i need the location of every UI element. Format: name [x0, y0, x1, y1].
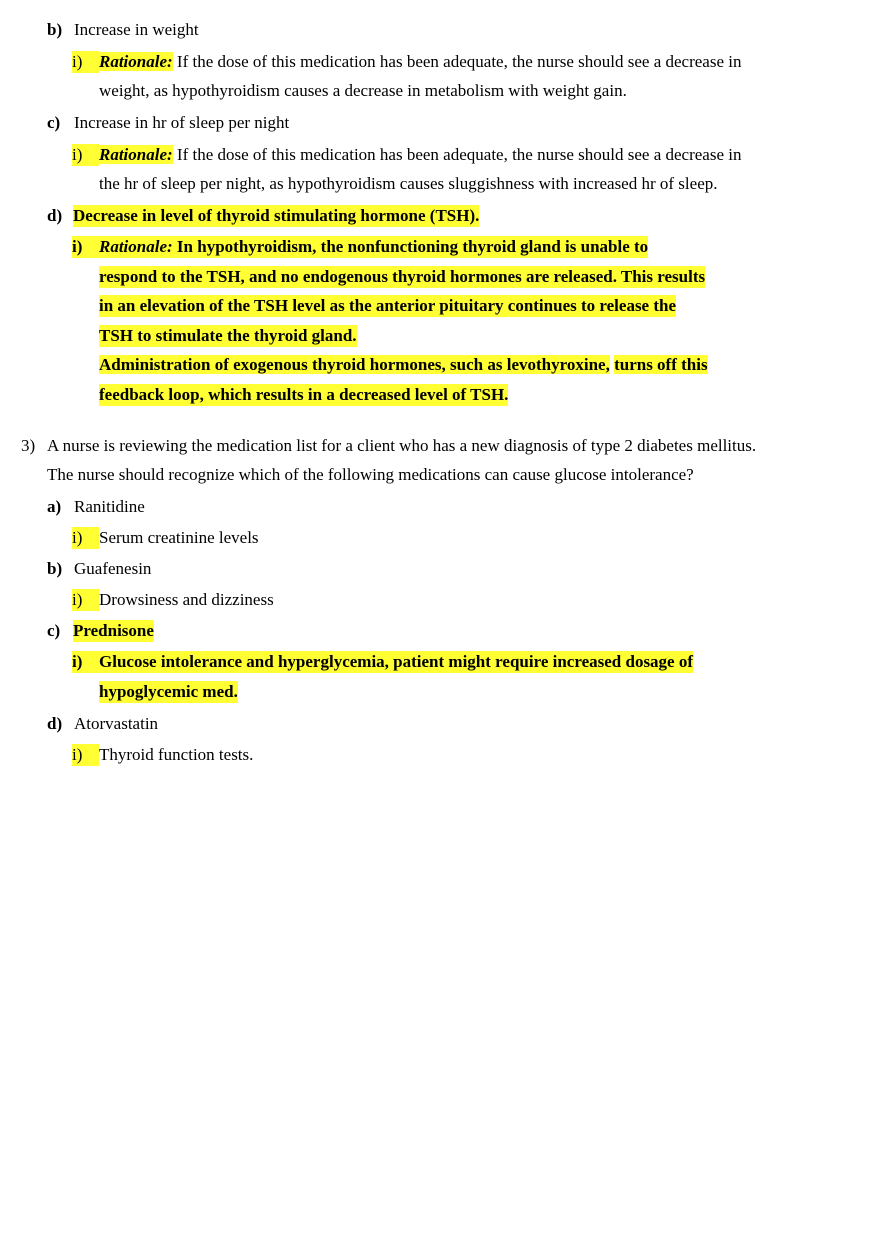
q2-option-c-sub-marker: i)	[72, 144, 99, 166]
q3-number: 3)	[21, 436, 36, 455]
q2-option-b-rationale-line2: weight, as hypothyroidism causes a decrease in metabolism with weight gain.	[99, 81, 627, 100]
q3-option-d-sub-text: Thyroid function tests.	[99, 745, 254, 764]
q2-option-d-marker: d)	[47, 206, 63, 225]
q2-option-d-rationale-line2: respond to the TSH, and no endogenous thyroid hormones are released. This results	[99, 267, 706, 286]
q3-option-c-sub-line1: Glucose intolerance and hyperglycemia, patient might require increased dosage of	[99, 652, 694, 671]
q3-option-b-marker: b)	[47, 559, 63, 578]
q2-option-d-rationale-line5	[99, 354, 708, 376]
q3-option-a-sub-marker: i)	[72, 527, 99, 549]
q2-option-c-rationale-line1	[99, 144, 742, 166]
q2-option-b-rationale-line1	[99, 51, 742, 73]
q3-option-b-text: Guafenesin	[74, 559, 152, 578]
q2-option-d-text: Decrease in level of thyroid stimulating hormone (TSH).	[73, 206, 480, 225]
q2-option-b-rationale-text1: If the dose of this medication has been adequate, the nurse should see a decrease in	[176, 52, 742, 71]
q2-option-c-rationale-text1: If the dose of this medication has been adequate, the nurse should see a decrease in	[176, 145, 742, 164]
q2-option-b-rationale-label: Rationale:	[99, 52, 173, 71]
q3-option-c-text: Prednisone	[73, 621, 154, 640]
q3-option-a-marker: a)	[47, 497, 62, 516]
q2-option-b-text: Increase in weight	[74, 20, 199, 39]
q2-option-c-rationale-label: Rationale:	[99, 145, 173, 164]
q3-option-b-sub-marker: i)	[72, 589, 99, 611]
q2-option-d-rationale-line6: feedback loop, which results in a decreased level of TSH.	[99, 385, 509, 404]
q3-option-c-marker: c)	[47, 621, 61, 640]
q3-option-c-sub-line2: hypoglycemic med.	[99, 682, 238, 701]
q3-option-a-sub-text: Serum creatinine levels	[99, 528, 259, 547]
q2-option-d-rationale-line4: TSH to stimulate the thyroid gland.	[99, 326, 357, 345]
q3-option-d-sub-marker: i)	[72, 744, 99, 766]
q2-option-d-rationale-label: Rationale:	[99, 237, 173, 256]
q3-option-d-text: Atorvastatin	[74, 714, 159, 733]
q3-stem-line2: The nurse should recognize which of the following medications can cause glucose intolerance?	[47, 465, 694, 484]
q2-option-d-sub-marker: i)	[72, 236, 99, 258]
q2-option-b-sub-marker: i)	[72, 51, 99, 73]
q2-option-d-rationale-line1	[99, 236, 648, 258]
q2-option-c-text: Increase in hr of sleep per night	[74, 113, 290, 132]
q2-option-d-rationale-text1: In hypothyroidism, the nonfunctioning thyroid gland is unable to	[176, 237, 649, 256]
q2-option-b-marker: b)	[47, 20, 63, 39]
q3-option-b-sub-text: Drowsiness and dizziness	[99, 590, 274, 609]
q2-option-c-rationale-line2: the hr of sleep per night, as hypothyroidism causes sluggishness with increased hr of sleep.	[99, 174, 718, 193]
q3-option-a-text: Ranitidine	[74, 497, 145, 516]
q3-stem-line1: A nurse is reviewing the medication list for a client who has a new diagnosis of type 2 diabetes mellitus.	[47, 436, 757, 455]
q2-option-c-marker: c)	[47, 113, 61, 132]
q2-option-d-rationale-line5b: turns off this	[614, 355, 708, 374]
q3-option-d-marker: d)	[47, 714, 63, 733]
q3-option-c-sub-marker: i)	[72, 651, 99, 673]
q2-option-d-rationale-line5a: Administration of exogenous thyroid hormones, such as levothyroxine,	[99, 355, 610, 374]
q2-option-d-rationale-line3: in an elevation of the TSH level as the anterior pituitary continues to release the	[99, 296, 677, 315]
